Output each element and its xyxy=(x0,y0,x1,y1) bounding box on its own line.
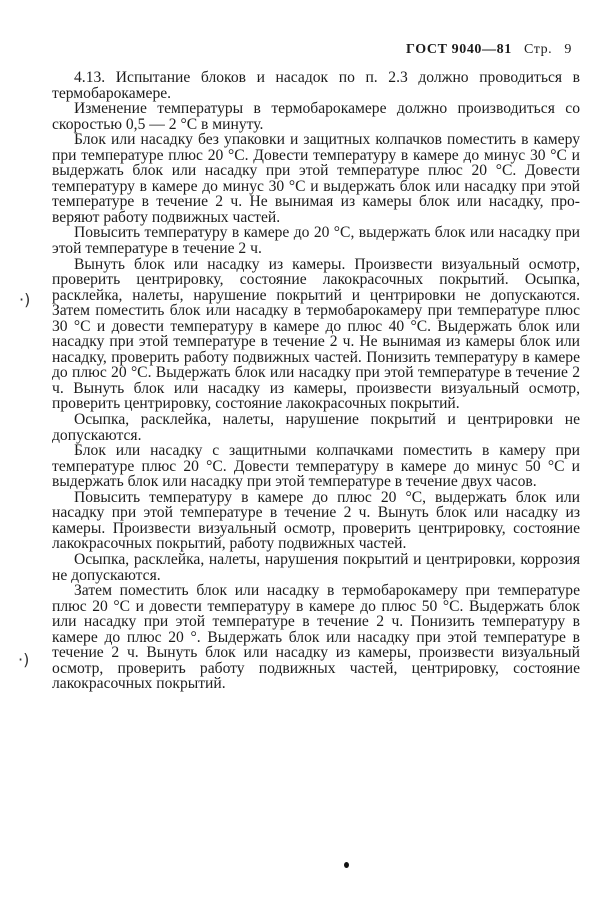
paragraph: Блок или насадку с защитными колпачками поместить в камеру при температуре плюс 20 °С. Довести температуру в камере до минус 50 °С и выдержать блок или насадку при этой температуре в течение двух часов. xyxy=(52,442,580,491)
paragraph-4-13: 4.13. Испытание блоков и насадок по п. 2.3 должно проводиться в термобарокамере. xyxy=(52,69,580,102)
paragraph: Затем поместить блок или насадку в термобарокамеру при температуре плюс 20 °С и довести температуру в камере до плюс 50 °С. Выдержать блок или насадку при этой температуре в течение 2 ч. Понизить температуру в камере до плюс 20 °. Выдержать блок или насадку при этой температуре в течение 2 ч. Вынуть блок или насадку из камеры, произвести визуальный осмотр, проверить работу подвижных частей, центрировку, состояние лакокрасочных покрытий. xyxy=(52,582,580,693)
paragraph: Вынуть блок или насадку из камеры. Произвести визуальный осмотр, проверить центрировку, состояние лакокрасочных покрытий. Осыпка, расклейка, налеты, нарушение покрытий и центрировки не допускаются. Затем поместить блок или насадку в термобарокамеру при температуре плюс 30 °С и довести температуру в камере до плюс 40 °С. Выдержать блок или насадку при этой температуре в течение 2 ч. Не вынимая из камеры блок или насадку, проверить работу подвижных частей. Понизить температуру в камере до плюс 20 °С. Выдержать блок или насадку при этой температуре в течение 2 ч. Вынуть блок или насадку из камеры, произвести визуальный осмотр, проверить центрировку, состояние лакокрасочных покрытий. xyxy=(52,255,580,413)
paragraph: Изменение температуры в термобарокамере должно производиться со скоростью 0,5 — 2 °С в минуту. xyxy=(52,100,580,133)
paragraph: Осыпка, расклейка, налеты, нарушение покрытий и центрировки не допускаются. xyxy=(52,411,580,444)
margin-mark: ·) xyxy=(18,650,30,669)
page-label: Стр. xyxy=(523,42,553,57)
paragraph: Блок или насадку без упаковки и защитных колпачков поместить в камеру при температуре плюс 20 °С. Довести температуру в камере до минус 30 °С и выдержать блок или насадку при этой температуре плюс 20 °С. Довести температуру в камере до минус 30 °С и выдержать блок или насадку при этой температуре в течение 2 ч. Не вынимая из камеры блок или насадку, проверяют работу подвижных частей. xyxy=(52,131,580,226)
standard-number: ГОСТ 9040—81 xyxy=(406,42,512,57)
page-header xyxy=(406,42,572,58)
paragraph: Осыпка, расклейка, налеты, нарушения покрытий и центрировки, коррозия не допускаются. xyxy=(52,550,580,584)
paragraph: Повысить температуру в камере до 20 °С, выдержать блок или насадку при этой температуре в течение 2 ч. xyxy=(52,224,580,258)
paragraph: Повысить температуру в камере до плюс 20 °С, выдержать блок или насадку при этой температуре в течение 2 ч. Вынуть блок или насадку из камеры. Произвести визуальный осмотр, проверить центрировку, состояние лакокрасочных покрытий, работу подвижных частей. xyxy=(52,488,580,553)
document-body xyxy=(52,70,580,692)
ink-speck xyxy=(344,862,349,868)
page-number: 9 xyxy=(564,42,572,57)
margin-mark: ·) xyxy=(19,290,31,309)
